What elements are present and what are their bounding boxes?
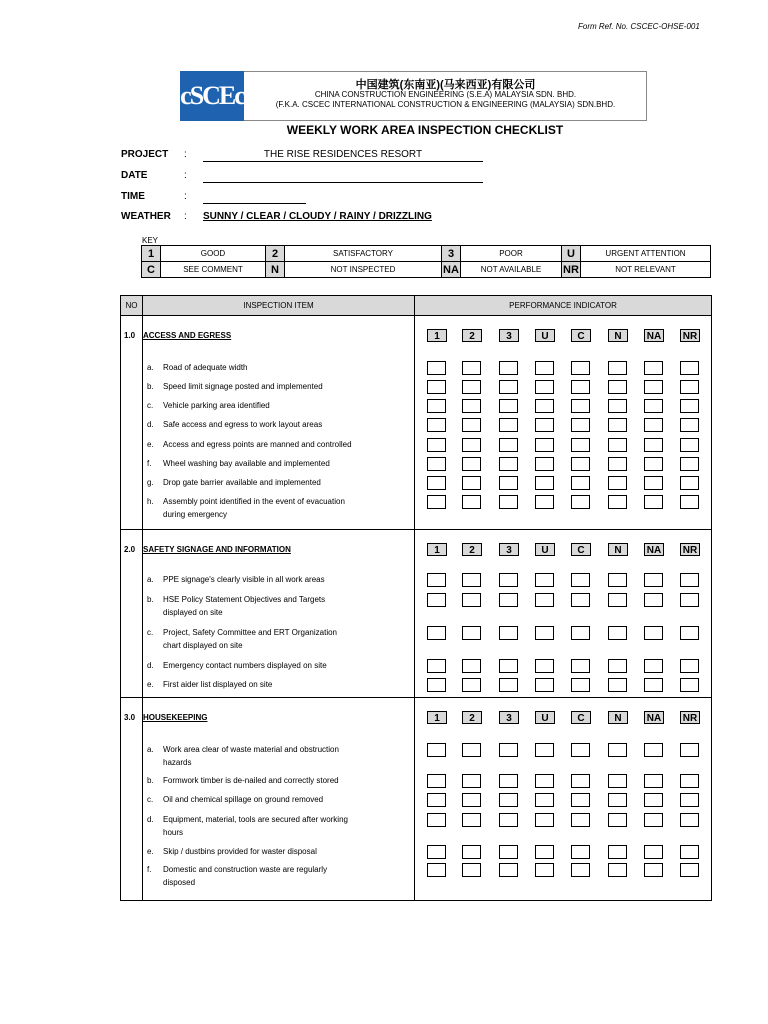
indicator-header: 2 [462,329,482,342]
rating-checkbox[interactable] [427,678,446,692]
rating-checkbox[interactable] [608,793,627,807]
rating-checkbox[interactable] [462,626,481,640]
item-text: Formwork timber is de-nailed and correctly stored [163,776,339,785]
rating-checkbox[interactable] [427,743,446,757]
rating-checkbox[interactable] [535,380,554,394]
rating-checkbox[interactable] [535,743,554,757]
header-no: NO [121,296,143,316]
company-name-chinese: 中国建筑(东南亚)(马来西亚)有限公司 [355,79,536,91]
section-title: ACCESS AND EGRESS [143,331,232,340]
indicator-header: 3 [499,711,519,724]
rating-checkbox[interactable] [499,593,518,607]
key-code: C [142,262,161,278]
rating-checkbox[interactable] [535,845,554,859]
key-legend [141,245,711,278]
key-text: GOOD [161,246,266,262]
key-text: NOT INSPECTED [285,262,442,278]
item-text: Assembly point identified in the event of evacuation [163,497,345,506]
rating-checkbox[interactable] [571,863,590,877]
time-colon: : [184,191,187,202]
rating-checkbox[interactable] [427,863,446,877]
rating-checkbox[interactable] [427,457,446,471]
item-letter: e. [147,847,154,856]
rating-checkbox[interactable] [608,495,627,509]
indicator-header: N [608,711,628,724]
rating-checkbox[interactable] [462,457,481,471]
rating-checkbox[interactable] [680,457,699,471]
rating-checkbox[interactable] [571,418,590,432]
indicator-header: N [608,329,628,342]
rating-checkbox[interactable] [499,418,518,432]
key-code: NR [563,263,579,276]
rating-checkbox[interactable] [680,593,699,607]
rating-checkbox[interactable] [535,774,554,788]
rating-checkbox[interactable] [680,678,699,692]
rating-checkbox[interactable] [571,774,590,788]
key-code: U [562,246,581,262]
rating-checkbox[interactable] [608,457,627,471]
key-code: N [266,262,285,278]
rating-checkbox[interactable] [427,476,446,490]
form-title: WEEKLY WORK AREA INSPECTION CHECKLIST [286,123,564,137]
rating-checkbox[interactable] [427,659,446,673]
rating-checkbox[interactable] [608,813,627,827]
rating-checkbox[interactable] [462,495,481,509]
rating-checkbox[interactable] [571,743,590,757]
rating-checkbox[interactable] [427,626,446,640]
rating-checkbox[interactable] [462,659,481,673]
item-text: Wheel washing bay available and implemented [163,459,330,468]
indicator-header: NR [680,329,700,342]
item-text-continued: hours [163,828,184,837]
rating-checkbox[interactable] [535,593,554,607]
item-text: Drop gate barrier available and implemented [163,478,321,487]
rating-checkbox[interactable] [427,793,446,807]
rating-checkbox[interactable] [644,678,663,692]
item-text: Safe access and egress to work layout areas [163,420,323,429]
rating-checkbox[interactable] [571,593,590,607]
rating-checkbox[interactable] [680,793,699,807]
item-text: HSE Policy Statement Objectives and Targets [163,595,326,604]
item-letter: c. [147,628,154,637]
project-colon: : [184,149,187,160]
rating-checkbox[interactable] [680,476,699,490]
company-name-line1: CHINA CONSTRUCTION ENGINEERING (S.E.A) MALAYSIA SDN. BHD. [314,90,577,99]
rating-checkbox[interactable] [680,399,699,413]
project-value[interactable]: THE RISE RESIDENCES RESORT [263,149,423,160]
rating-checkbox[interactable] [571,626,590,640]
item-letter: h. [147,497,154,506]
rating-checkbox[interactable] [462,380,481,394]
rating-checkbox[interactable] [462,399,481,413]
rating-checkbox[interactable] [571,361,590,375]
item-letter: e. [147,680,154,689]
key-code: NA [443,263,459,276]
rating-checkbox[interactable] [499,659,518,673]
item-text: First aider list displayed on site [163,680,273,689]
rating-checkbox[interactable] [499,361,518,375]
rating-checkbox[interactable] [608,399,627,413]
item-text: Domestic and construction waste are regularly [163,865,328,874]
rating-checkbox[interactable] [680,813,699,827]
rating-checkbox[interactable] [571,380,590,394]
section-number: 1.0 [124,331,136,340]
rating-checkbox[interactable] [644,438,663,452]
rating-checkbox[interactable] [462,476,481,490]
item-text-continued: chart displayed on site [163,641,243,650]
rating-checkbox[interactable] [608,845,627,859]
rating-checkbox[interactable] [427,845,446,859]
rating-checkbox[interactable] [680,659,699,673]
rating-checkbox[interactable] [427,573,446,587]
item-letter: a. [147,363,154,372]
rating-checkbox[interactable] [535,495,554,509]
rating-checkbox[interactable] [644,593,663,607]
rating-checkbox[interactable] [427,380,446,394]
section-title: SAFETY SIGNAGE AND INFORMATION [143,545,291,554]
item-letter: c. [147,401,154,410]
section-number: 2.0 [124,545,136,554]
rating-checkbox[interactable] [608,418,627,432]
item-letter: d. [147,661,154,670]
project-label: PROJECT [121,149,169,160]
rating-checkbox[interactable] [499,573,518,587]
key-text: URGENT ATTENTION [581,246,711,262]
rating-checkbox[interactable] [608,626,627,640]
weather-colon: : [184,211,187,222]
section-number: 3.0 [124,713,136,722]
rating-checkbox[interactable] [608,678,627,692]
rating-checkbox[interactable] [608,380,627,394]
indicator-header: U [535,329,555,342]
rating-checkbox[interactable] [608,863,627,877]
rating-checkbox[interactable] [499,813,518,827]
rating-checkbox[interactable] [535,573,554,587]
item-text-continued: hazards [163,758,192,767]
rating-checkbox[interactable] [680,495,699,509]
rating-checkbox[interactable] [608,476,627,490]
rating-checkbox[interactable] [499,793,518,807]
rating-checkbox[interactable] [499,743,518,757]
rating-checkbox[interactable] [644,774,663,788]
rating-checkbox[interactable] [535,438,554,452]
key-code: 1 [142,246,161,262]
date-label: DATE [121,170,148,181]
indicator-header: NR [680,543,700,556]
rating-checkbox[interactable] [535,418,554,432]
item-letter: a. [147,745,154,754]
item-letter: d. [147,420,154,429]
key-text: NOT RELEVANT [581,262,711,278]
item-letter: b. [147,776,154,785]
rating-checkbox[interactable] [535,813,554,827]
item-letter: g. [147,478,154,487]
project-underline [203,161,483,162]
rating-checkbox[interactable] [644,476,663,490]
item-text: PPE signage's clearly visible in all work areas [163,575,325,584]
rating-checkbox[interactable] [608,573,627,587]
rating-checkbox[interactable] [608,593,627,607]
item-letter: c. [147,795,154,804]
rating-checkbox[interactable] [499,678,518,692]
rating-checkbox[interactable] [499,399,518,413]
rating-checkbox[interactable] [535,457,554,471]
rating-checkbox[interactable] [499,438,518,452]
form-ref: Form Ref. No. CSCEC-OHSE-001 [578,22,700,31]
indicator-header: N [608,543,628,556]
rating-checkbox[interactable] [680,845,699,859]
rating-checkbox[interactable] [644,495,663,509]
item-text-continued: during emergency [163,510,228,519]
indicator-header: 1 [427,711,447,724]
rating-checkbox[interactable] [427,399,446,413]
rating-checkbox[interactable] [462,361,481,375]
rating-checkbox[interactable] [462,573,481,587]
time-field[interactable] [203,203,306,204]
date-field[interactable] [203,182,483,183]
rating-checkbox[interactable] [644,418,663,432]
indicator-header: 3 [499,543,519,556]
item-letter: f. [147,865,152,874]
key-label: KEY [142,236,159,245]
rating-checkbox[interactable] [644,793,663,807]
rating-checkbox[interactable] [499,495,518,509]
rating-checkbox[interactable] [427,438,446,452]
key-text: POOR [461,246,562,262]
rating-checkbox[interactable] [427,495,446,509]
rating-checkbox[interactable] [462,438,481,452]
indicator-header: C [571,711,591,724]
rating-checkbox[interactable] [571,457,590,471]
item-letter: f. [147,459,152,468]
rating-checkbox[interactable] [462,774,481,788]
rating-checkbox[interactable] [571,845,590,859]
rating-checkbox[interactable] [427,593,446,607]
item-text: Oil and chemical spillage on ground removed [163,795,324,804]
item-letter: d. [147,815,154,824]
rating-checkbox[interactable] [427,813,446,827]
rating-checkbox[interactable] [535,476,554,490]
item-text: Work area clear of waste material and obstruction [163,745,339,754]
indicator-header: 1 [427,543,447,556]
rating-checkbox[interactable] [680,380,699,394]
rating-checkbox[interactable] [499,380,518,394]
company-name-line2: (F.K.A. CSCEC INTERNATIONAL CONSTRUCTION & ENGINEERING (MALAYSIA) SDN.BHD. [275,100,616,109]
rating-checkbox[interactable] [571,476,590,490]
key-code: 2 [266,246,285,262]
indicator-header: 1 [427,329,447,342]
rating-checkbox[interactable] [535,626,554,640]
rating-checkbox[interactable] [499,457,518,471]
rating-checkbox[interactable] [462,743,481,757]
rating-checkbox[interactable] [608,743,627,757]
rating-checkbox[interactable] [644,457,663,471]
rating-checkbox[interactable] [644,845,663,859]
rating-checkbox[interactable] [535,399,554,413]
key-text: NOT AVAILABLE [461,262,562,278]
rating-checkbox[interactable] [571,813,590,827]
rating-checkbox[interactable] [535,361,554,375]
item-text: Equipment, material, tools are secured after working [163,815,348,824]
rating-checkbox[interactable] [608,361,627,375]
header-performance-indicator: PERFORMANCE INDICATOR [415,296,712,316]
rating-checkbox[interactable] [680,743,699,757]
rating-checkbox[interactable] [535,659,554,673]
key-text: SATISFACTORY [285,246,442,262]
item-text: Road of adequate width [163,363,248,372]
item-text-continued: displayed on site [163,608,223,617]
rating-checkbox[interactable] [608,659,627,673]
item-letter: a. [147,575,154,584]
rating-checkbox[interactable] [571,793,590,807]
item-text: Project, Safety Committee and ERT Organization [163,628,338,637]
item-letter: b. [147,382,154,391]
section-title: HOUSEKEEPING [143,713,208,722]
rating-checkbox[interactable] [571,573,590,587]
item-text: Skip / dustbins provided for waster disposal [163,847,317,856]
time-label: TIME [121,191,145,202]
rating-checkbox[interactable] [462,863,481,877]
rating-checkbox[interactable] [427,361,446,375]
key-text: SEE COMMENT [161,262,266,278]
rating-checkbox[interactable] [644,626,663,640]
item-letter: e. [147,440,154,449]
indicator-header: 2 [462,543,482,556]
rating-checkbox[interactable] [571,495,590,509]
rating-checkbox[interactable] [427,774,446,788]
key-code: 3 [442,246,461,262]
rating-checkbox[interactable] [499,774,518,788]
indicator-header: NA [644,329,664,342]
company-logo: cSCEc [180,71,244,121]
rating-checkbox[interactable] [535,793,554,807]
rating-checkbox[interactable] [680,626,699,640]
indicator-header: C [571,329,591,342]
rating-checkbox[interactable] [680,438,699,452]
rating-checkbox[interactable] [644,863,663,877]
item-text: Emergency contact numbers displayed on site [163,661,327,670]
rating-checkbox[interactable] [535,863,554,877]
rating-checkbox[interactable] [644,399,663,413]
item-text: Speed limit signage posted and implemented [163,382,323,391]
item-text-continued: disposed [163,878,196,887]
rating-checkbox[interactable] [499,863,518,877]
date-colon: : [184,170,187,181]
rating-checkbox[interactable] [680,863,699,877]
header-inspection-item: INSPECTION ITEM [143,296,415,316]
indicator-header: U [535,543,555,556]
indicator-header: 2 [462,711,482,724]
rating-checkbox[interactable] [499,476,518,490]
rating-checkbox[interactable] [571,438,590,452]
indicator-header: NR [680,711,700,724]
rating-checkbox[interactable] [571,678,590,692]
rating-checkbox[interactable] [499,845,518,859]
rating-checkbox[interactable] [644,659,663,673]
weather-label: WEATHER [121,211,171,222]
rating-checkbox[interactable] [644,380,663,394]
rating-checkbox[interactable] [680,573,699,587]
weather-options[interactable]: SUNNY / CLEAR / CLOUDY / RAINY / DRIZZLING [203,211,432,222]
rating-checkbox[interactable] [462,793,481,807]
rating-checkbox[interactable] [462,593,481,607]
rating-checkbox[interactable] [571,399,590,413]
rating-checkbox[interactable] [644,361,663,375]
item-text: Vehicle parking area identified [163,401,270,410]
indicator-header: NA [644,711,664,724]
rating-checkbox[interactable] [608,438,627,452]
rating-checkbox[interactable] [571,659,590,673]
rating-checkbox[interactable] [535,678,554,692]
rating-checkbox[interactable] [644,743,663,757]
rating-checkbox[interactable] [608,774,627,788]
rating-checkbox[interactable] [427,418,446,432]
item-text: Access and egress points are manned and controlled [163,440,352,449]
indicator-header: 3 [499,329,519,342]
rating-checkbox[interactable] [462,813,481,827]
indicator-header: NA [644,543,664,556]
rating-checkbox[interactable] [499,626,518,640]
rating-checkbox[interactable] [462,678,481,692]
rating-checkbox[interactable] [462,418,481,432]
rating-checkbox[interactable] [680,418,699,432]
indicator-header: C [571,543,591,556]
rating-checkbox[interactable] [680,361,699,375]
rating-checkbox[interactable] [462,845,481,859]
rating-checkbox[interactable] [680,774,699,788]
indicator-header: U [535,711,555,724]
item-letter: b. [147,595,154,604]
rating-checkbox[interactable] [644,813,663,827]
rating-checkbox[interactable] [644,573,663,587]
